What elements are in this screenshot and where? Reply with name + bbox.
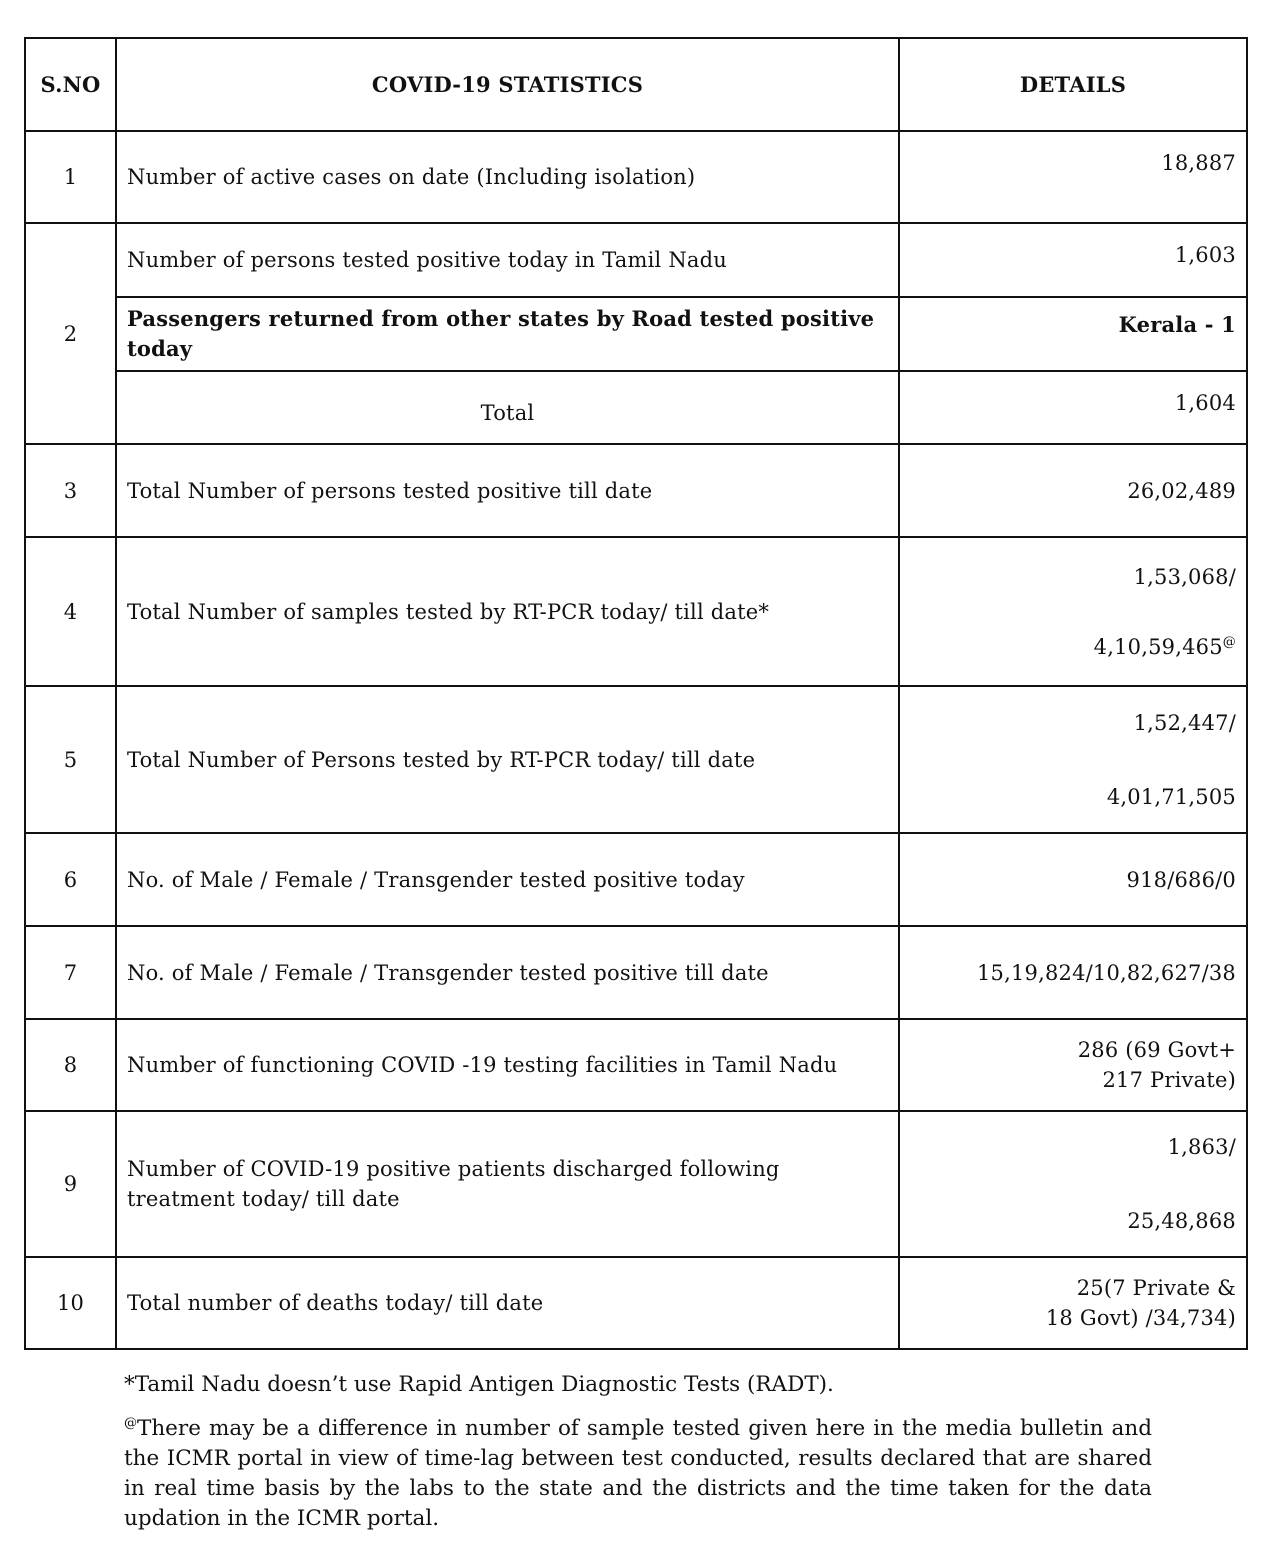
row-statistic: No. of Male / Female / Transgender tested positive till date	[116, 926, 899, 1019]
row-statistic: Total Number of persons tested positive till date	[116, 444, 899, 537]
table-row	[25, 926, 1247, 1019]
footnote-radt: *Tamil Nadu doesn’t use Rapid Antigen Diagnostic Tests (RADT).	[124, 1372, 834, 1397]
details-line-1: 286 (69 Govt+	[1077, 1038, 1236, 1062]
details-line-2: 217 Private)	[1102, 1068, 1236, 1092]
row-sno: 3	[25, 444, 116, 537]
row-details: Kerala - 1	[899, 297, 1247, 371]
row-details	[899, 686, 1247, 833]
header-sno: S.NO	[25, 38, 116, 131]
table-row	[25, 131, 1247, 223]
row-details: 1,603	[899, 223, 1247, 297]
row-statistic: No. of Male / Female / Transgender tested positive today	[116, 833, 899, 926]
footnote-mark: @	[1222, 634, 1236, 650]
row-sno: 4	[25, 537, 116, 686]
table-row	[25, 1019, 1247, 1111]
table-row	[25, 444, 1247, 537]
footnotes	[124, 1370, 1152, 1534]
row-statistic: Number of persons tested positive today in Tamil Nadu	[116, 223, 899, 297]
row-details	[899, 1257, 1247, 1349]
header-details: DETAILS	[899, 38, 1247, 131]
row-total-label: Total	[116, 371, 899, 444]
details-today: 1,863/	[1167, 1135, 1236, 1159]
table-header-row	[25, 38, 1247, 131]
table-row	[25, 1111, 1247, 1257]
row-sno: 7	[25, 926, 116, 1019]
row-sno: 8	[25, 1019, 116, 1111]
table-row	[25, 686, 1247, 833]
footnote-icmr	[124, 1414, 1152, 1534]
row-details	[899, 537, 1247, 686]
table-subrow	[25, 371, 1247, 444]
row-statistic: Number of active cases on date (Including isolation)	[116, 131, 899, 223]
row-details	[899, 1019, 1247, 1111]
header-statistics: COVID-19 STATISTICS	[116, 38, 899, 131]
footnote-mark: @	[124, 1415, 137, 1431]
table-row	[25, 833, 1247, 926]
row-statistic: Number of COVID-19 positive patients discharged following treatment today/ till date	[116, 1111, 899, 1257]
details-today: 1,53,068/	[1133, 564, 1236, 589]
table-subrow	[25, 297, 1247, 371]
row-statistic: Passengers returned from other states by Road tested positive today	[116, 297, 899, 371]
table-row	[25, 223, 1247, 297]
row-details: 18,887	[899, 131, 1247, 223]
details-line-1: 25(7 Private &	[1076, 1276, 1236, 1300]
table-row	[25, 1257, 1247, 1349]
details-till-date: 25,48,868	[1127, 1209, 1236, 1233]
row-details: 1,604	[899, 371, 1247, 444]
row-sno: 9	[25, 1111, 116, 1257]
row-sno: 5	[25, 686, 116, 833]
row-details: 26,02,489	[899, 444, 1247, 537]
row-sno: 10	[25, 1257, 116, 1349]
footnote-icmr-text: There may be a difference in number of sample tested given here in the media bulletin and the ICMR portal in view of time-lag between test conducted, results declared that are shared in real time basis by the labs to the state and the districts and the time taken for the data updation in the ICMR portal.	[124, 1416, 1152, 1531]
row-details: 15,19,824/10,82,627/38	[899, 926, 1247, 1019]
row-statistic: Total Number of samples tested by RT-PCR today/ till date*	[116, 537, 899, 686]
row-sno: 2	[25, 223, 116, 444]
details-till-value: 4,10,59,465	[1093, 634, 1223, 659]
table-row	[25, 537, 1247, 686]
row-statistic: Number of functioning COVID -19 testing facilities in Tamil Nadu	[116, 1019, 899, 1111]
row-sno: 6	[25, 833, 116, 926]
row-statistic: Total Number of Persons tested by RT-PCR today/ till date	[116, 686, 899, 833]
details-line-2: 18 Govt) /34,734)	[1045, 1306, 1236, 1330]
details-today: 1,52,447/	[1133, 710, 1236, 735]
details-till-date	[1094, 632, 1236, 662]
row-statistic: Total number of deaths today/ till date	[116, 1257, 899, 1349]
row-details	[899, 1111, 1247, 1257]
details-till-date: 4,01,71,505	[1106, 784, 1236, 809]
row-details: 918/686/0	[899, 833, 1247, 926]
covid-statistics-table	[24, 37, 1248, 1350]
row-sno: 1	[25, 131, 116, 223]
